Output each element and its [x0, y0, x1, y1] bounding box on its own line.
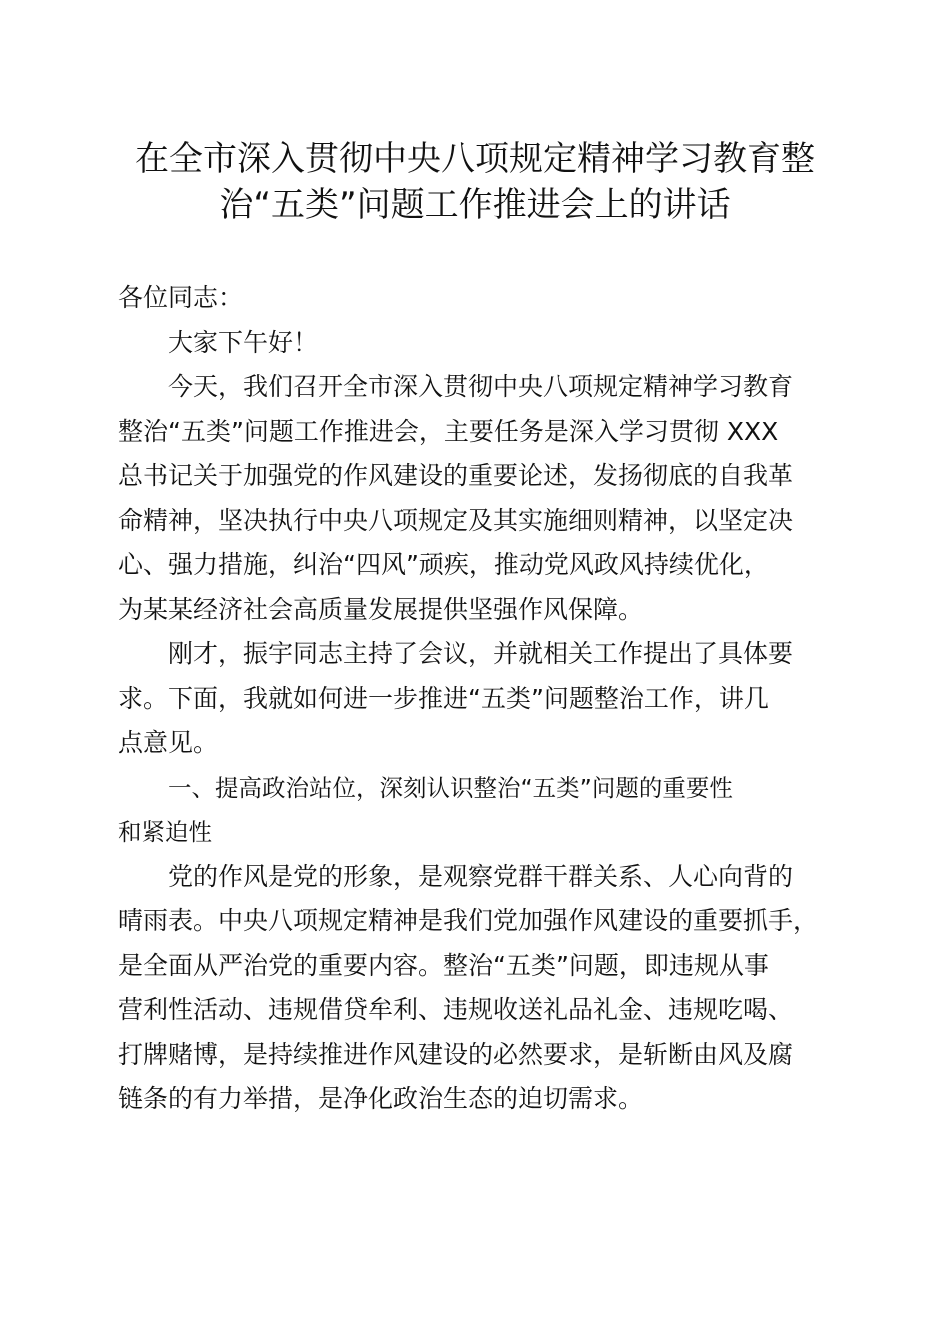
greeting: 大家下午好！	[168, 327, 319, 357]
paragraph-opening	[118, 365, 848, 632]
paragraph-line: 营利性活动、违规借贷牟利、违规收送礼品礼金、违规吃喝、	[118, 995, 794, 1024]
paragraph-intro	[118, 632, 848, 766]
paragraph-line: 是全面从严治党的重要内容。整治“五类”问题，即违规从事	[118, 950, 769, 980]
paragraph-line: 今天，我们召开全市深入贯彻中央八项规定精神学习教育	[168, 372, 794, 401]
paragraph-line: 整治“五类”问题工作推进会，主要任务是深入学习贯彻 XXX	[118, 416, 779, 446]
document-title	[100, 136, 850, 228]
section-heading	[118, 766, 848, 855]
paragraph-line: 链条的有力举措，是净化政治生态的迫切需求。	[118, 1084, 644, 1113]
title-line: 在全市深入贯彻中央八项规定精神学习教育整	[135, 139, 815, 179]
paragraph-line: 点意见。	[118, 728, 219, 757]
paragraph-line: 求。下面，我就如何进一步推进“五类”问题整治工作，讲几	[118, 683, 769, 713]
document-body	[118, 276, 848, 1122]
paragraph-line: 命精神，坚决执行中央八项规定及其实施细则精神，以坚定决	[118, 505, 794, 535]
paragraph-line: 晴雨表。中央八项规定精神是我们党加强作风建设的重要抓手，	[118, 906, 819, 935]
paragraph-line: 刚才，振宇同志主持了会议，并就相关工作提出了具体要	[168, 639, 794, 668]
paragraph-line: 打牌赌博，是持续推进作风建设的必然要求，是斩断由风及腐	[118, 1039, 794, 1069]
paragraph-line: 心、强力措施，纠治“四风”顽疾，推动党风政风持续优化，	[118, 550, 769, 579]
section-heading-line: 和紧迫性	[118, 818, 212, 846]
salutation: 各位同志：	[118, 283, 244, 312]
paragraph-section-1	[118, 855, 848, 1122]
paragraph-line: 为某某经济社会高质量发展提供坚强作风保障。	[118, 594, 644, 624]
paragraph-line: 党的作风是党的形象，是观察党群干群关系、人心向背的	[168, 861, 794, 891]
section-heading-line: 一、提高政治站位，深刻认识整治“五类”问题的重要性	[168, 773, 733, 802]
title-line: 治“五类”问题工作推进会上的讲话	[219, 185, 731, 225]
paragraph-line: 总书记关于加强党的作风建设的重要论述，发扬彻底的自我革	[118, 461, 794, 490]
